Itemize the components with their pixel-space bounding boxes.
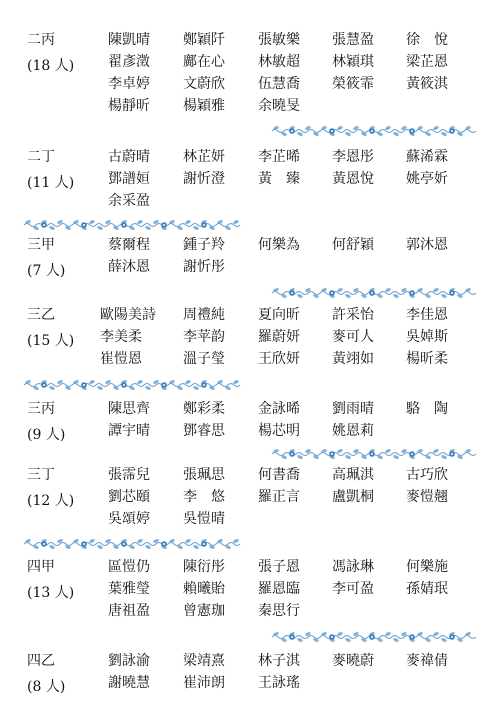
student-name: 姚亭妡 [406,171,448,187]
student-name: 夏向昕 [258,307,300,323]
class-count: (13 人) [27,585,75,601]
student-name: 孫婧珉 [406,581,448,597]
student-name: 楊穎雅 [183,98,225,114]
class-name: 三丙 [27,401,55,417]
student-name: 譚宇晴 [108,423,150,439]
class-name: 三丁 [27,467,55,483]
floral-divider [22,218,242,232]
class-count: (8 人) [27,679,66,695]
student-name: 王詠瑤 [258,675,300,691]
student-name: 周禮純 [183,307,225,323]
student-name: 蘇浠霖 [406,149,448,165]
student-name: 姚恩莉 [332,423,374,439]
class-count: (18 人) [27,58,75,74]
student-name: 金詠晞 [258,401,300,417]
student-name: 黃翊如 [332,351,374,367]
student-name: 古巧欣 [406,467,448,483]
student-name: 林敏超 [258,54,300,70]
student-name: 張慧盈 [332,32,374,48]
student-name: 馮詠琳 [332,559,374,575]
student-name: 李美柔 [100,329,142,345]
student-name: 何書喬 [258,467,300,483]
floral-divider [270,124,476,138]
student-name: 謝曉慧 [108,675,150,691]
student-name: 崔愷恩 [100,351,142,367]
student-name: 何舒穎 [332,237,374,253]
student-name: 謝忻彤 [183,259,225,275]
student-name: 薛沐恩 [108,259,150,275]
student-name: 劉雨晴 [332,401,374,417]
student-name: 李苹韵 [183,329,225,345]
class-count: (15 人) [27,333,75,349]
student-name: 鄭穎阡 [183,32,225,48]
class-name: 四甲 [27,559,55,575]
student-name: 王欣妍 [258,351,300,367]
student-name: 許采怡 [332,307,374,323]
student-name: 蔡爾程 [108,237,150,253]
class-count: (7 人) [27,263,66,279]
student-name: 陳凱晴 [108,32,150,48]
student-name: 劉詠渝 [108,653,150,669]
student-name: 麥愷翹 [406,489,448,505]
student-name: 黃恩悅 [332,171,374,187]
student-name: 張霈兒 [108,467,150,483]
class-block [0,307,500,377]
student-name: 高珮淇 [332,467,374,483]
student-name: 李卓婷 [108,76,150,92]
class-block [0,401,500,449]
class-block [0,237,500,285]
student-name: 麥可人 [332,329,374,345]
student-name: 謝忻澄 [183,171,225,187]
floral-divider [270,447,476,461]
student-name: 郭沐恩 [406,237,448,253]
floral-divider [22,537,242,551]
student-name: 徐 悅 [406,32,448,48]
student-name: 楊靜昕 [108,98,150,114]
student-name: 古蔚晴 [108,149,150,165]
student-name: 劉芯頤 [108,489,150,505]
student-name: 黃筱淇 [406,76,448,92]
student-name: 鄭彩柔 [183,401,225,417]
student-name: 張子恩 [258,559,300,575]
student-name: 李佳恩 [406,307,448,323]
class-block [0,467,500,537]
floral-divider [270,630,476,644]
student-name: 吳愷晴 [183,511,225,527]
student-name: 張敏樂 [258,32,300,48]
student-name: 余采盈 [108,193,150,209]
student-name: 駱 陶 [406,401,448,417]
student-name: 歐陽美詩 [100,307,156,323]
student-name: 鄺在心 [183,54,225,70]
class-block [0,149,500,219]
floral-divider [22,378,242,392]
student-name: 盧凱桐 [332,489,374,505]
class-count: (9 人) [27,427,66,443]
student-name: 梁靖熹 [183,653,225,669]
student-name: 陳衍彤 [183,559,225,575]
student-name: 文蔚欣 [183,76,225,92]
student-name: 麥禕倩 [406,653,448,669]
student-name: 賴曦貽 [183,581,225,597]
class-name: 二丁 [27,149,55,165]
student-name: 陳思齊 [108,401,150,417]
student-name: 李 悠 [183,489,225,505]
class-block [0,559,500,629]
student-name: 秦思行 [258,603,300,619]
student-name: 楊昕柔 [406,351,448,367]
class-count: (12 人) [27,493,75,509]
student-name: 羅蔚妍 [258,329,300,345]
student-name: 吳頌婷 [108,511,150,527]
student-name: 何樂為 [258,237,300,253]
student-name: 羅正言 [258,489,300,505]
student-name: 吳婥斯 [406,329,448,345]
student-name: 伍慧喬 [258,76,300,92]
student-name: 葉雅瑩 [108,581,150,597]
student-name: 林芷妍 [183,149,225,165]
class-block [0,32,500,124]
floral-divider [270,286,476,300]
student-name: 鍾子羚 [183,237,225,253]
student-name: 黃 臻 [258,171,300,187]
class-count: (11 人) [27,175,75,191]
student-name: 區愷仍 [108,559,150,575]
student-name: 李芷晞 [258,149,300,165]
student-name: 楊芯明 [258,423,300,439]
student-name: 鄧譜姮 [108,171,150,187]
student-name: 李可盈 [332,581,374,597]
student-name: 榮筱霏 [332,76,374,92]
student-name: 余曉旻 [258,98,300,114]
class-name: 四乙 [27,653,55,669]
student-name: 唐祖盈 [108,603,150,619]
student-name: 翟彥澂 [108,54,150,70]
student-name: 梁芷恩 [406,54,448,70]
student-name: 鄧睿思 [183,423,225,439]
student-name: 溫子瑩 [183,351,225,367]
class-block [0,653,500,701]
student-name: 李恩彤 [332,149,374,165]
class-name: 三甲 [27,237,55,253]
student-name: 曾憲珈 [183,603,225,619]
student-name: 林子淇 [258,653,300,669]
student-name: 麥曉蔚 [332,653,374,669]
student-name: 何樂施 [406,559,448,575]
student-name: 林穎琪 [332,54,374,70]
student-name: 張珮思 [183,467,225,483]
student-name: 羅恩臨 [258,581,300,597]
class-name: 二丙 [27,32,55,48]
student-name: 崔沛朗 [183,675,225,691]
class-name: 三乙 [27,307,55,323]
